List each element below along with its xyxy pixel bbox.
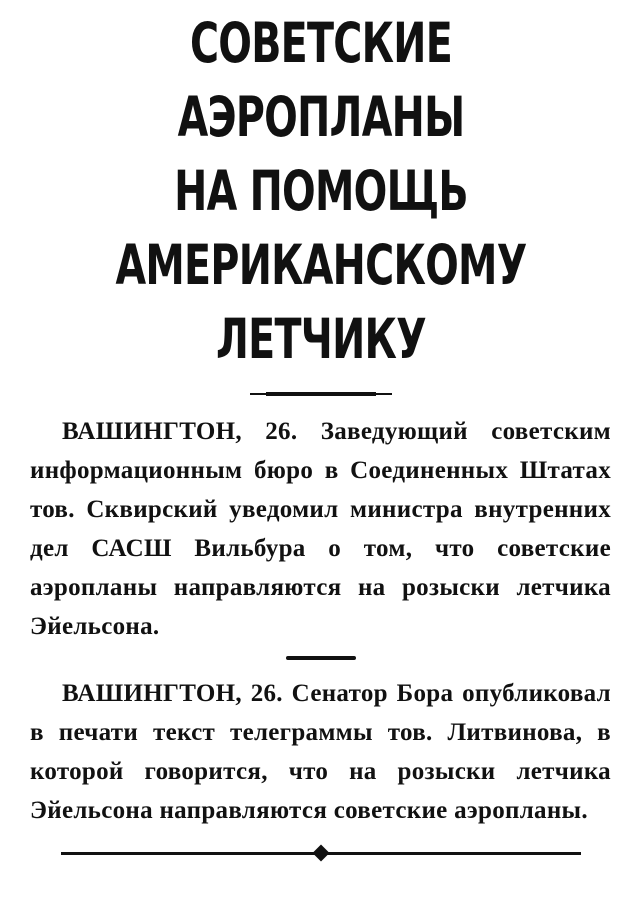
headline-line: НА ПОМОЩЬ <box>174 159 468 223</box>
article-paragraph-1: ВАШИНГТОН, 26. Заведующий советским информационным бюро в Соединенных Штатах тов. Сквирский уведомил министра внутренних дел САСШ Вильбура о том, что советские аэропланы направляются на розыски летчика Эйельсона. <box>30 418 611 640</box>
diamond-ornament-icon <box>312 845 329 862</box>
headline-divider <box>266 392 376 396</box>
headline <box>47 0 594 376</box>
end-divider <box>61 852 581 855</box>
article-divider <box>286 656 356 660</box>
headline-line: СОВЕТСКИЕ АЭРОПЛАНЫ <box>177 11 465 149</box>
headline-line: АМЕРИКАНСКОМУ <box>115 233 527 297</box>
article-paragraph-2: ВАШИНГТОН, 26. Сенатор Бора опубликовал в печати текст телеграммы тов. Литвинова, в которой говорится, что на розыски летчика Эйельсона направляются советские аэропланы. <box>30 680 611 824</box>
headline-line: ЛЕТЧИКУ <box>216 307 426 371</box>
